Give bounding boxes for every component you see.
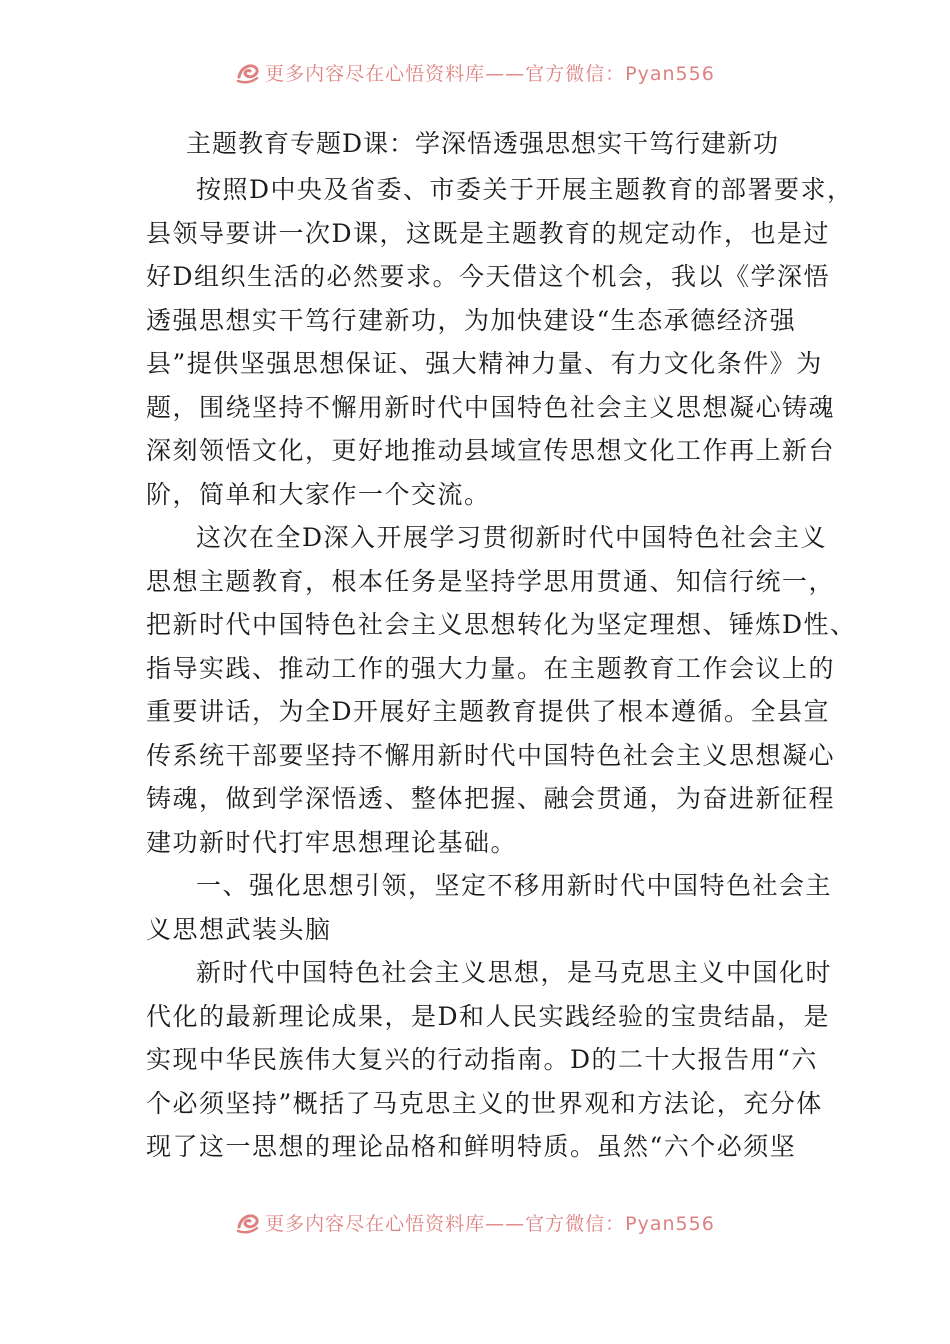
body-line: 重要讲话，为全D开展好主题教育提供了根本遵循。全县宣 <box>146 697 831 726</box>
document-body <box>146 168 857 1169</box>
section-heading: 一、强化思想引领，坚定不移用新时代中国特色社会主 <box>196 871 833 900</box>
body-line: 深刻领悟文化，更好地推动县域宣传思想文化工作再上新台 <box>146 436 836 465</box>
body-line: 好D组织生活的必然要求。今天借这个机会，我以《学深悟 <box>146 262 831 291</box>
body-line: 传系统干部要坚持不懈用新时代中国特色社会主义思想凝心 <box>146 740 836 770</box>
body-line: 思想主题教育，根本任务是坚持学思用贯通、知信行统一， <box>146 566 836 596</box>
body-line: 按照D中央及省委、市委关于开展主题教育的部署要求， <box>196 175 854 204</box>
body-line: 新时代中国特色社会主义思想，是马克思主义中国化时 <box>196 958 833 987</box>
logo-swirl-icon <box>235 1209 261 1235</box>
body-line: 现了这一思想的理论品格和鲜明特质。虽然“六个必须坚 <box>146 1132 797 1161</box>
footer-watermark <box>0 1204 950 1240</box>
body-line: 透强思想实干笃行建新功，为加快建设“生态承德经济强 <box>146 305 797 335</box>
body-line: 把新时代中国特色社会主义思想转化为坚定理想、锤炼D性、 <box>146 610 857 639</box>
body-line: 县领导要讲一次D课，这既是主题教育的规定动作，也是过 <box>146 218 831 248</box>
header-watermark <box>0 54 950 90</box>
body-line: 实现中华民族伟大复兴的行动指南。D的二十大报告用“六 <box>146 1045 818 1074</box>
body-line: 县”提供坚强思想保证、强大精神力量、有力文化条件》为 <box>146 349 823 378</box>
logo-swirl-icon <box>235 59 261 85</box>
watermark-text: 更多内容尽在心悟资料库——官方微信：Pyan556 <box>265 62 715 85</box>
body-line: 代化的最新理论成果，是D和人民实践经验的宝贵结晶，是 <box>146 1001 831 1031</box>
body-line: 阶，简单和大家作一个交流。 <box>146 479 491 509</box>
page-title: 主题教育专题D课：学深悟透强思想实干笃行建新功 <box>186 129 780 158</box>
section-heading: 义思想武装头脑 <box>146 914 332 944</box>
body-line: 个必须坚持”概括了马克思主义的世界观和方法论，充分体 <box>146 1088 823 1118</box>
body-line: 铸魂，做到学深悟透、整体把握、融会贯通，为奋进新征程 <box>146 784 836 813</box>
body-line: 指导实践、推动工作的强大力量。在主题教育工作会议上的 <box>146 653 836 683</box>
body-line: 这次在全D深入开展学习贯彻新时代中国特色社会主义 <box>196 523 828 552</box>
watermark-text: 更多内容尽在心悟资料库——官方微信：Pyan556 <box>265 1212 715 1235</box>
body-line: 题，围绕坚持不懈用新时代中国特色社会主义思想凝心铸魂 <box>146 392 836 422</box>
body-line: 建功新时代打牢思想理论基础。 <box>146 827 518 857</box>
